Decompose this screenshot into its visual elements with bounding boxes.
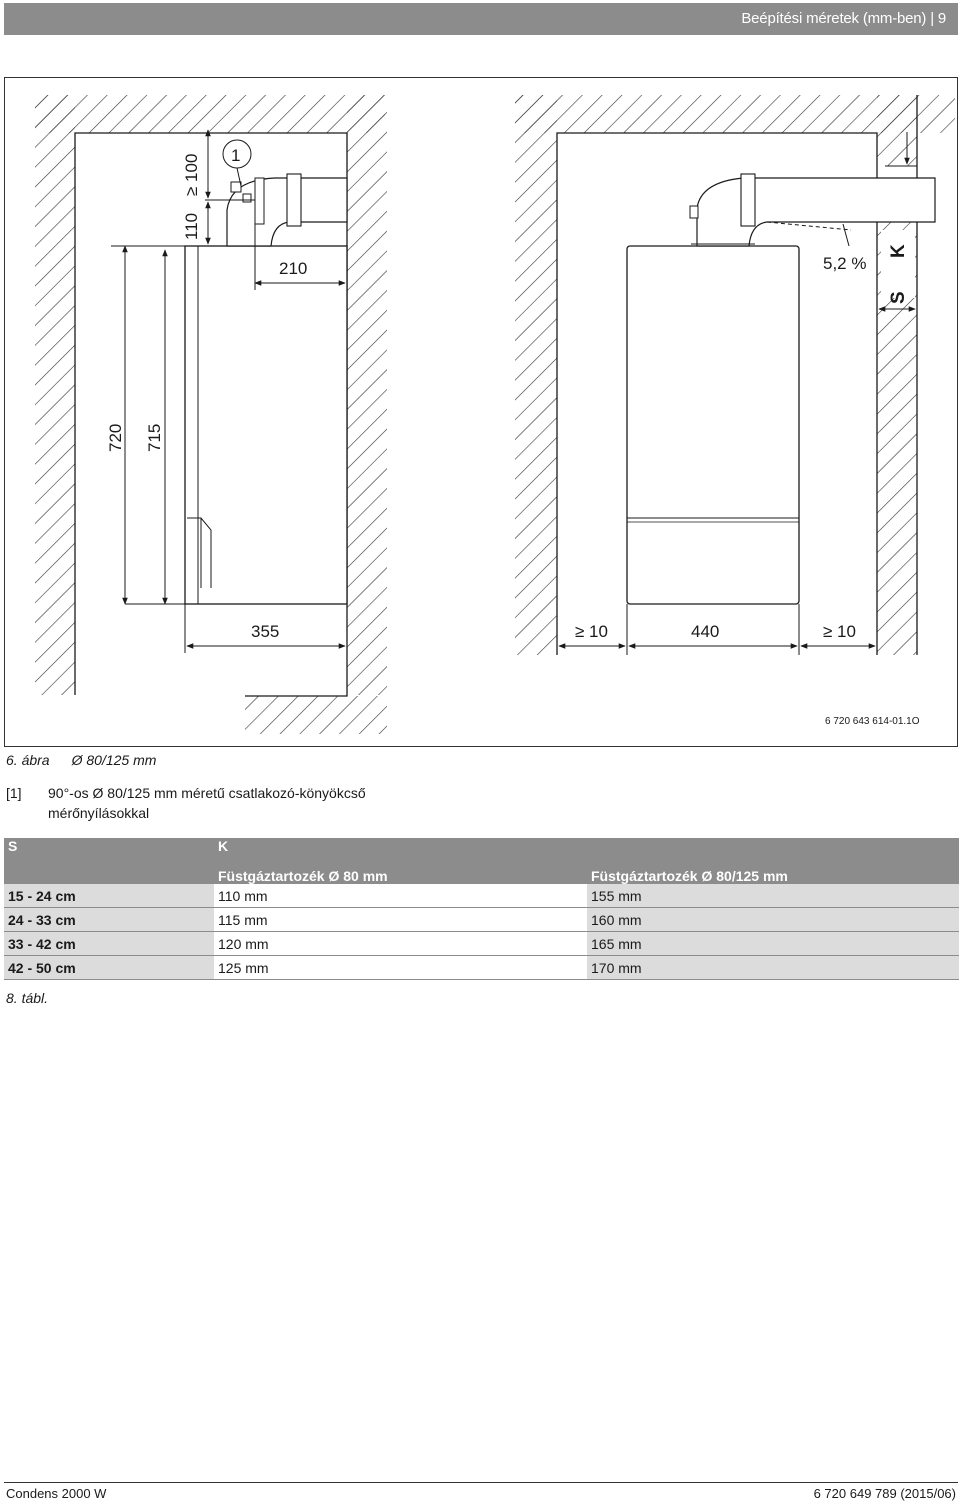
footer-product: Condens 2000 W bbox=[6, 1486, 107, 1501]
letter-k-label: K bbox=[888, 244, 909, 258]
col-subheader-80: Füstgáztartozék Ø 80 mm bbox=[214, 861, 587, 884]
legend-item-1 bbox=[6, 783, 366, 803]
cell-s: 33 - 42 cm bbox=[4, 932, 214, 956]
figure-legend bbox=[6, 783, 366, 823]
cell-s: 15 - 24 cm bbox=[4, 884, 214, 908]
dim-720-label: 720 bbox=[106, 423, 125, 452]
legend-key: [1] bbox=[6, 785, 22, 801]
cell-k80125: 160 mm bbox=[587, 908, 959, 932]
header-bar bbox=[4, 3, 958, 35]
slope-label: 5,2 % bbox=[823, 254, 867, 273]
cell-s: 24 - 33 cm bbox=[4, 908, 214, 932]
col-header-s: S bbox=[4, 838, 214, 861]
figure-caption bbox=[6, 752, 156, 768]
flue-dimension-table bbox=[4, 838, 959, 980]
letter-s-label: S bbox=[888, 291, 909, 304]
table-row bbox=[4, 908, 959, 932]
figure-number: 6. ábra bbox=[6, 752, 50, 768]
cell-k80: 115 mm bbox=[214, 908, 587, 932]
installation-drawing bbox=[5, 78, 959, 748]
col-subheader-80-125: Füstgáztartozék Ø 80/125 mm bbox=[587, 861, 959, 884]
footer-rule bbox=[4, 1482, 958, 1483]
table-row bbox=[4, 956, 959, 980]
installation-dimensions-figure bbox=[4, 77, 958, 747]
dim-ge10-left-label: ≥ 10 bbox=[575, 622, 608, 641]
legend-line-1: 90°-os Ø 80/125 mm méretű csatlakozó-könyökcső bbox=[48, 785, 366, 801]
col-header-k: K bbox=[214, 838, 587, 861]
cell-k80125: 165 mm bbox=[587, 932, 959, 956]
dim-210-label: 210 bbox=[279, 259, 308, 278]
footer-doc-number: 6 720 649 789 (2015/06) bbox=[813, 1486, 956, 1501]
table-row bbox=[4, 884, 959, 908]
cell-k80125: 170 mm bbox=[587, 956, 959, 980]
table-row bbox=[4, 932, 959, 956]
dim-110-label: 110 bbox=[182, 212, 201, 240]
callout-1-label: 1 bbox=[231, 146, 241, 165]
cell-k80: 120 mm bbox=[214, 932, 587, 956]
dim-355-label: 355 bbox=[251, 622, 280, 641]
page-header-title: Beépítési méretek (mm-ben) | 9 bbox=[741, 10, 946, 27]
legend-line-2: mérőnyílásokkal bbox=[48, 805, 150, 821]
dim-ge100-label: ≥ 100 bbox=[182, 153, 201, 196]
cell-k80: 125 mm bbox=[214, 956, 587, 980]
table-caption: 8. tábl. bbox=[6, 990, 49, 1006]
dim-715-label: 715 bbox=[145, 423, 164, 452]
dim-440-label: 440 bbox=[691, 622, 720, 641]
cell-k80125: 155 mm bbox=[587, 884, 959, 908]
dim-ge10-right-label: ≥ 10 bbox=[823, 622, 856, 641]
cell-k80: 110 mm bbox=[214, 884, 587, 908]
figure-caption-text: Ø 80/125 mm bbox=[71, 752, 157, 768]
cell-s: 42 - 50 cm bbox=[4, 956, 214, 980]
drawing-code: 6 720 643 614-01.1O bbox=[825, 716, 920, 727]
